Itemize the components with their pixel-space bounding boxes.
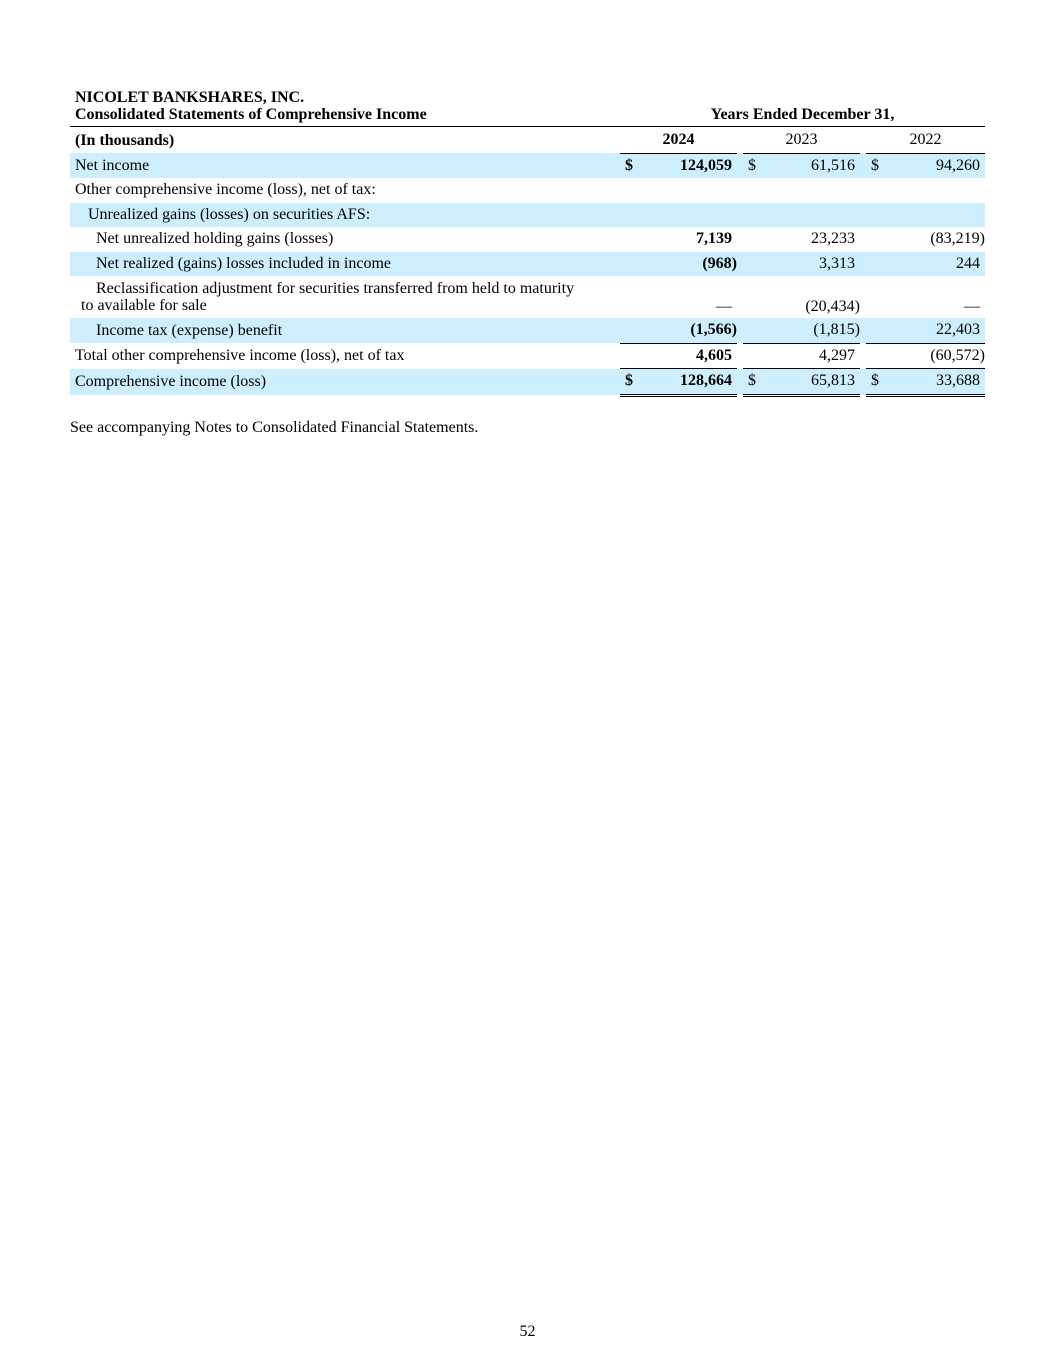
column-header-row [70,128,985,153]
year-header-2024: 2024 [620,128,737,153]
currency-symbol: $ [866,153,886,178]
currency-symbol: $ [866,369,886,396]
value-2024: 124,059 [640,153,737,178]
table-row [70,178,985,203]
row-label: Net realized (gains) losses included in income [70,252,620,277]
value-2023: 65,813 [763,369,860,396]
value-2024: 7,139 [696,230,732,248]
value-2024: 128,664 [640,369,737,396]
table-row [70,343,985,369]
currency-symbol: $ [620,369,640,396]
table-row [70,276,985,318]
table-row [70,153,985,178]
company-name: NICOLET BANKSHARES, INC. [75,89,305,106]
row-label: Other comprehensive income (loss), net of tax: [75,181,376,199]
row-label [70,276,620,318]
row-label: Comprehensive income (loss) [70,369,620,396]
row-label: Unrealized gains (losses) on securities AFS: [70,203,620,228]
period-header: Years Ended December 31, [710,106,895,123]
row-label-line2: to available for sale [81,297,207,314]
value-2022: (83,219) [930,230,985,248]
row-label: Net income [70,153,620,178]
value-2022: 33,688 [886,369,985,396]
comprehensive-income-table [70,128,985,397]
year-header-2022: 2022 [866,128,985,153]
currency-symbol: $ [743,153,763,178]
value-2023: (20,434) [805,298,860,315]
value-2022: 22,403 [886,318,985,343]
table-row [70,252,985,277]
table-row [70,227,985,252]
year-header-2023: 2023 [743,128,860,153]
currency-symbol: $ [620,153,640,178]
value-2023: 61,516 [763,153,860,178]
value-2024: 4,605 [640,343,737,369]
value-2023: (1,815) [763,318,860,343]
table-row [70,203,985,228]
value-2022: 94,260 [886,153,985,178]
header-rule [70,126,985,127]
row-label: Income tax (expense) benefit [70,318,620,343]
value-2024: — [716,298,732,315]
currency-symbol: $ [743,369,763,396]
value-2023: 4,297 [763,343,860,369]
unit-label: (In thousands) [75,131,175,149]
value-2022: 244 [886,252,985,277]
row-label: Total other comprehensive income (loss), net of tax [75,346,405,364]
table-row [70,369,985,396]
value-2024: (968) [640,252,737,277]
value-2022: — [964,298,980,315]
row-label-line1: Reclassification adjustment for securities transferred from held to maturity [96,280,575,297]
footnote: See accompanying Notes to Consolidated Financial Statements. [70,419,479,436]
value-2023: 3,313 [763,252,860,277]
row-label: Net unrealized holding gains (losses) [96,230,334,248]
value-2023: 23,233 [811,230,855,248]
value-2022: (60,572) [886,343,985,369]
page-number: 52 [519,1323,536,1340]
value-2024: (1,566) [640,318,737,343]
table-row [70,318,985,343]
statement-title: Consolidated Statements of Comprehensive Income [75,106,427,123]
